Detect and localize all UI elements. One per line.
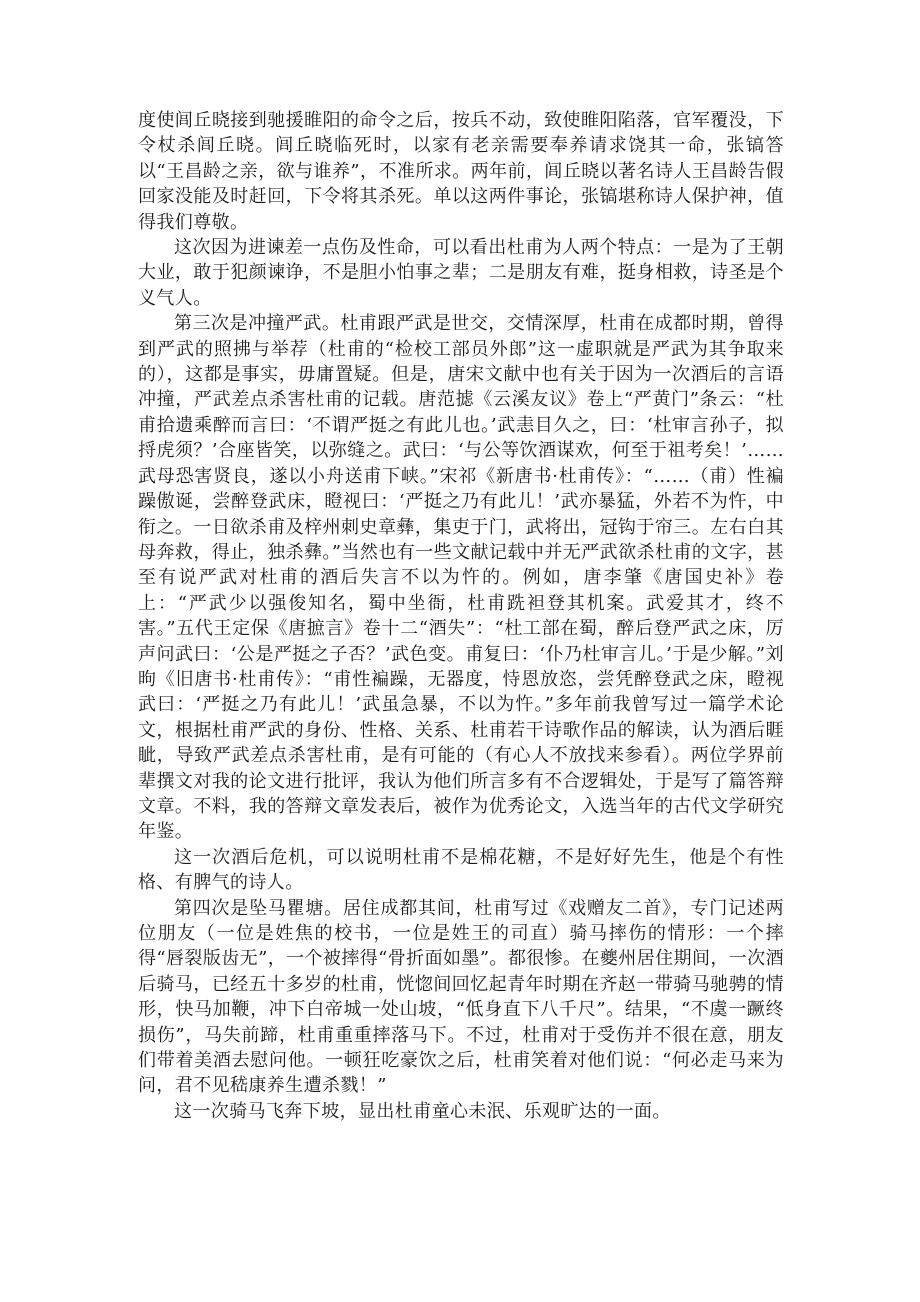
paragraph-6: 这一次骑马飞奔下坡，显出杜甫童心未泯、乐观旷达的一面。 bbox=[174, 1100, 671, 1122]
paragraph-2: 这次因为进谏差一点伤及性命，可以看出杜甫为人两个特点：一是为了王朝大业，敢于犯颜谏诤，不是胆小怕事之辈；二是朋友有难，挺身相救，诗圣是个义气人。 bbox=[138, 237, 784, 309]
paragraph-5: 第四次是坠马瞿塘。居住成都其间，杜甫写过《戏赠友二首》，专门记述两位朋友（一位是姓焦的校书，一位是姓王的司直）骑马摔伤的情形：一个摔得“唇裂版齿无”，一个被摔得“骨折面如墨”。都很惨。在夔州居住期间，一次酒后骑马，已经五十多岁的杜甫，恍惚间回忆起青年时期在齐赵一带骑马驰骋的情形，快马加鞭，冲下白帝城一处山坡，“低身直下八千尺”。结果，“不虞一蹶终损伤”，马失前蹄，杜甫重重摔落马下。不过，杜甫对于受伤并不很在意，朋友们带着美酒去慰问他。一顿狂吃豪饮之后，杜甫笑着对他们说：“何必走马来为问，君不见嵇康养生遭杀戮！” bbox=[138, 897, 784, 1097]
paragraph-1: 度使闾丘晓接到驰援睢阳的命令之后，按兵不动，致使睢阳陷落，官军覆没，下令杖杀闾丘晓。闾丘晓临死时，以家有老亲需要奉养请求饶其一命，张镐答以“王昌龄之亲，欲与谁养”，不准所求。两年前，闾丘晓以著名诗人王昌龄告假回家没能及时赶回，下令将其杀死。单以这两件事论，张镐堪称诗人保护神，值得我们尊敬。 bbox=[138, 110, 784, 233]
paragraph-3: 第三次是冲撞严武。杜甫跟严武是世交，交情深厚，杜甫在成都时期，曾得到严武的照拂与举荐（杜甫的“检校工部员外郎”这一虚职就是严武为其争取来的），这都是事实，毋庸置疑。但是，唐宋文献中也有关于因为一次酒后的言语冲撞，严武差点杀害杜甫的记载。唐范摅《云溪友议》卷上“严黄门”条云：“杜甫拾遗乘醉而言曰：‘不谓严挺之有此儿也。’武恚目久之，曰：‘杜审言孙子，拟捋虎须？’合座皆笑，以弥缝之。武曰：‘与公等饮酒谋欢，何至于祖考矣！’……武母恐害贤良，遂以小舟送甫下峡。”宋祁《新唐书·杜甫传》：“……（甫）性褊躁傲诞，尝醉登武床，瞪视曰：‘严挺之乃有此儿！’武亦暴猛，外若不为忤，中衔之。一日欲杀甫及梓州刺史章彝，集吏于门，武将出，冠钩于帘三。左右白其母奔救，得止，独杀彝。”当然也有一些文献记载中并无严武欲杀杜甫的文字，甚至有说严武对杜甫的酒后失言不以为忤的。例如，唐李肇《唐国史补》卷上：“严武少以强俊知名，蜀中坐衙，杜甫跣袒登其机案。武爱其才，终不害。”五代王定保《唐摭言》卷十二“酒失”：“杜工部在蜀，醉后登严武之床，厉声问武曰：‘公是严挺之子否？’武色变。甫复曰：‘仆乃杜审言儿。’于是少解。”刘昫《旧唐书·杜甫传》：“甫性褊躁，无器度，恃恩放恣，尝凭醉登武之床，瞪视武曰：‘严挺之乃有此儿！’武虽急暴，不以为忤。”多年前我曾写过一篇学术论文，根据杜甫严武的身份、性格、关系、杜甫若干诗歌作品的解读，认为酒后睚眦，导致严武差点杀害杜甫，是有可能的（有心人不放找来参看）。两位学界前辈撰文对我的论文进行批评，我认为他们所言多有不合逻辑处，于是写了篇答辩文章。不料，我的答辩文章发表后，被作为优秀论文，入选当年的古代文学研究年鉴。 bbox=[138, 313, 784, 843]
paragraph-4: 这一次酒后危机，可以说明杜甫不是棉花糖，不是好好先生，他是个有性格、有脾气的诗人。 bbox=[138, 846, 784, 894]
article-body bbox=[138, 108, 784, 1124]
